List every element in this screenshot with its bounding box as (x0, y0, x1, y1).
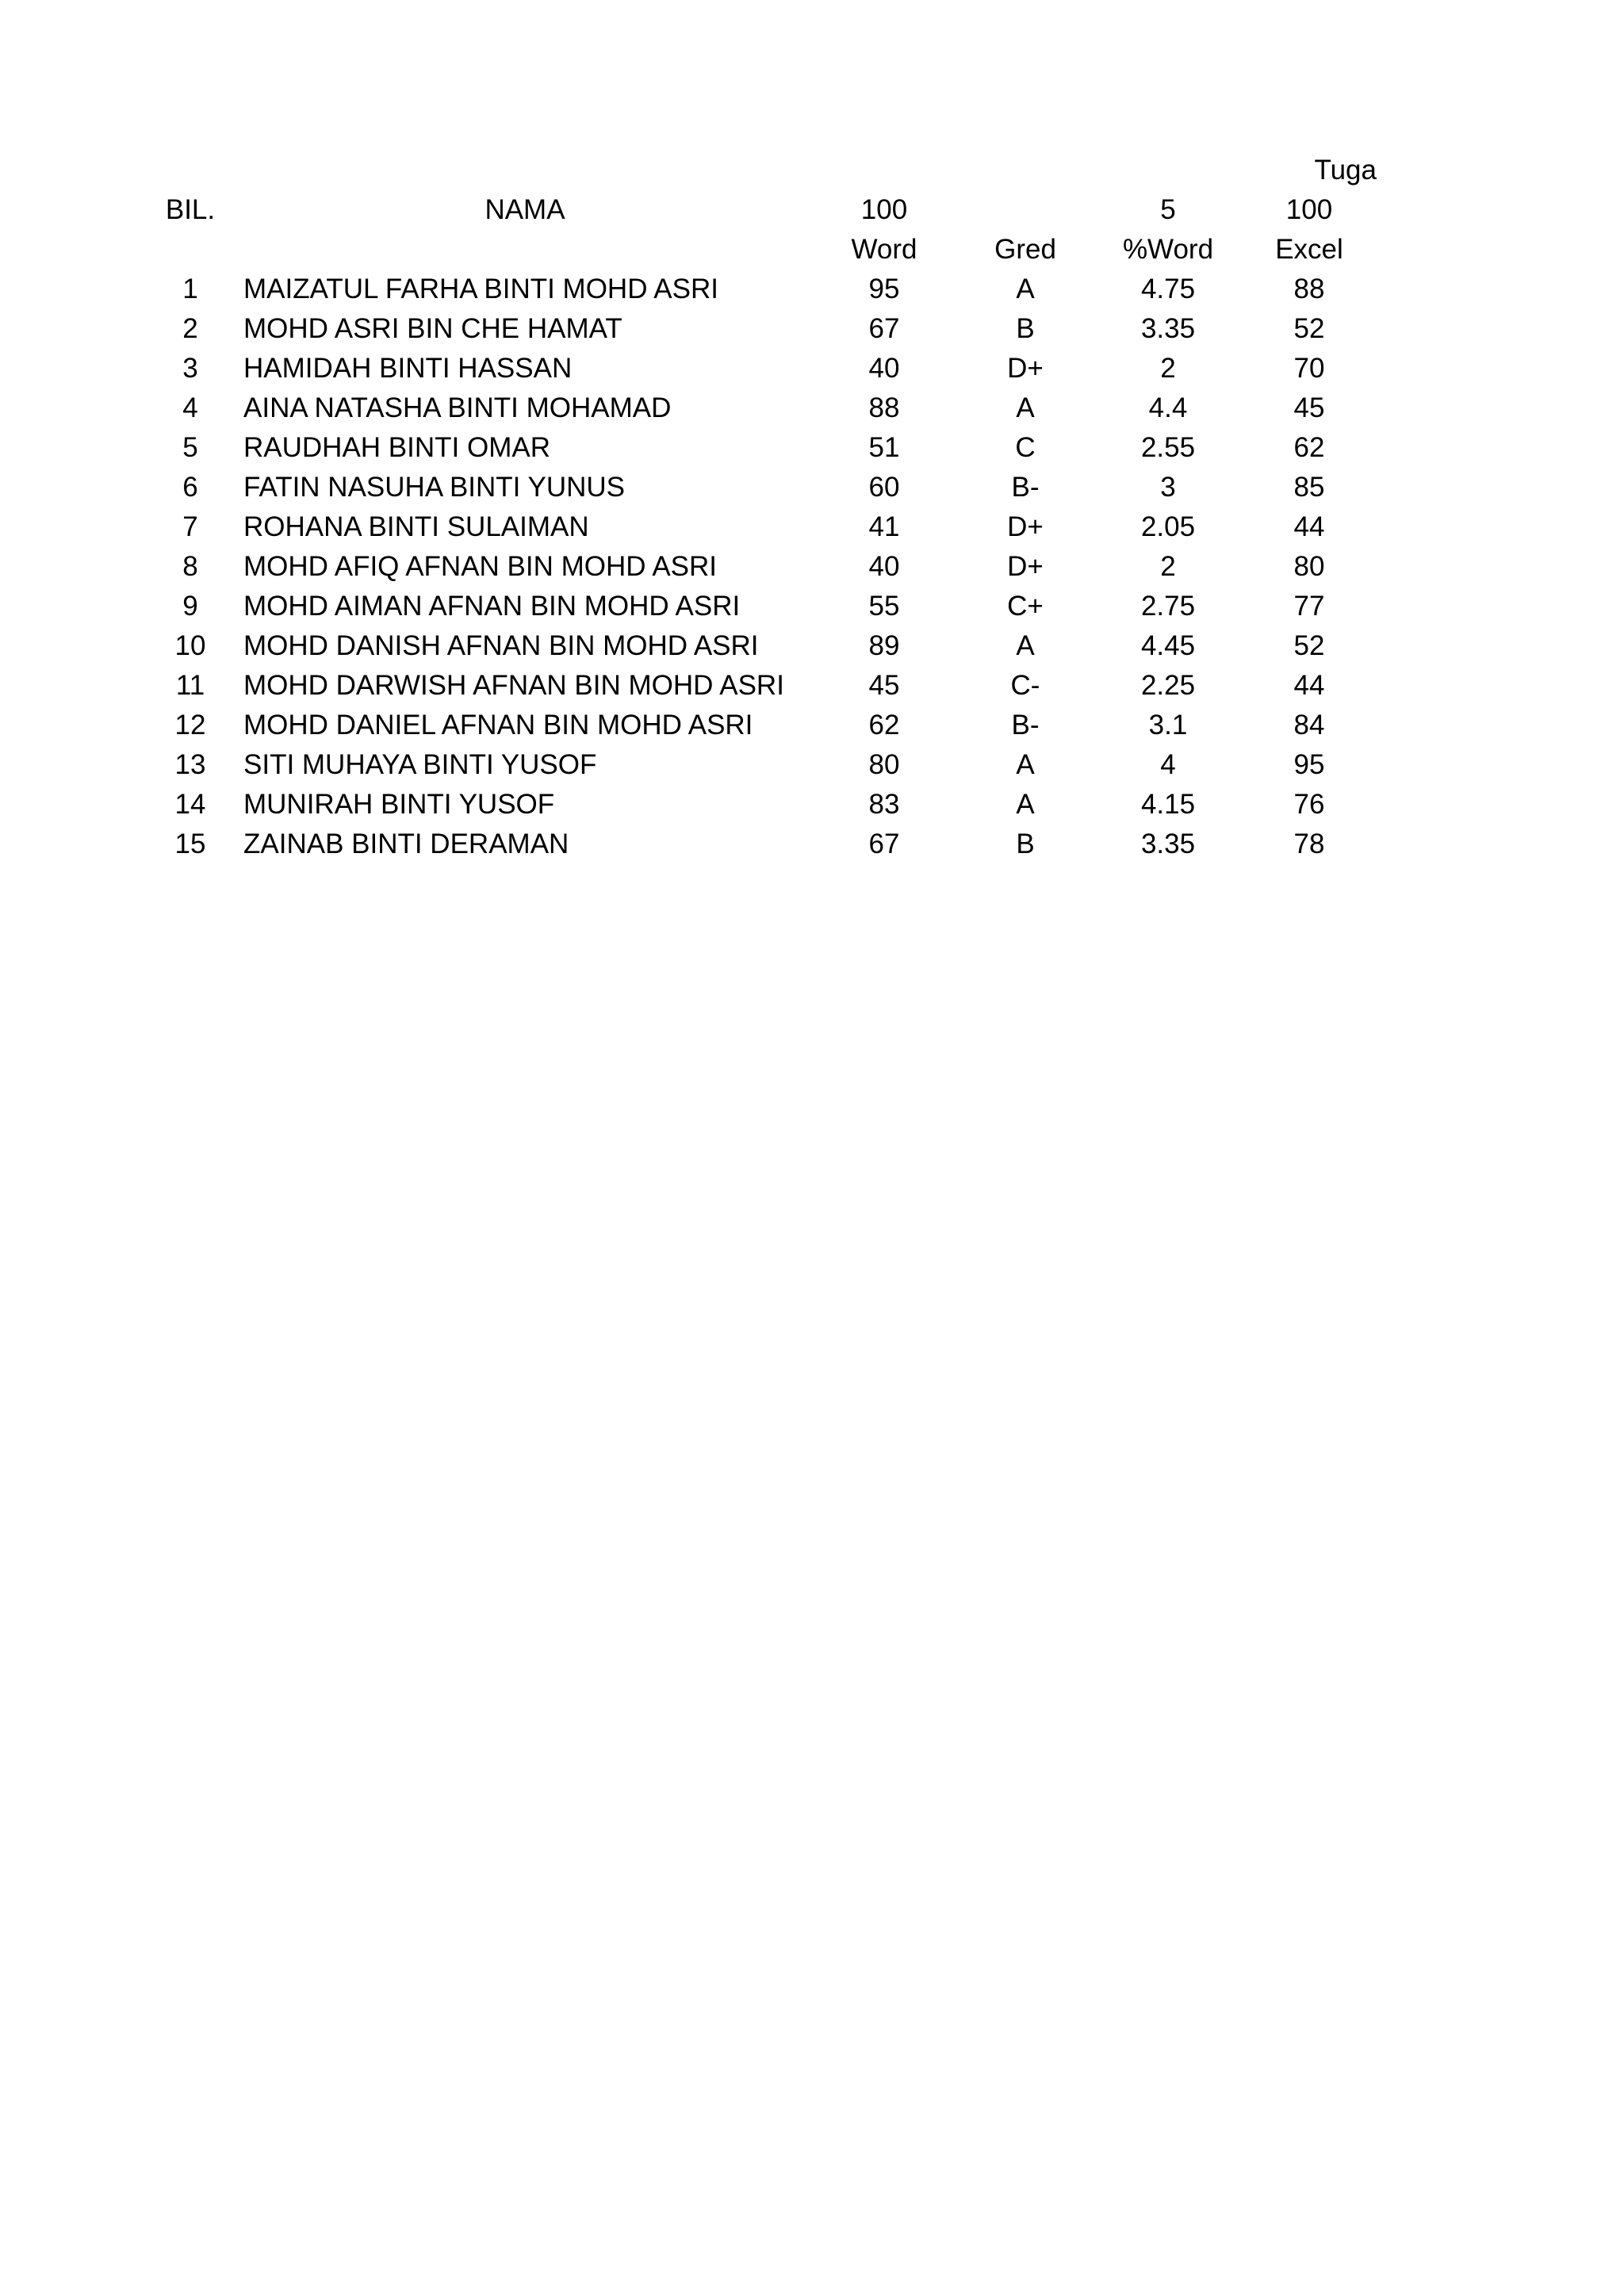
cell-nama: MOHD AIMAN AFNAN BIN MOHD ASRI (243, 591, 741, 622)
cell-word: 40 (868, 551, 900, 582)
header-nama: NAMA (485, 194, 565, 225)
cell-nama: MOHD ASRI BIN CHE HAMAT (243, 313, 622, 344)
cell-nama: MUNIRAH BINTI YUSOF (243, 789, 555, 820)
cell-nama: SITI MUHAYA BINTI YUSOF (243, 749, 597, 780)
cell-excel: 78 (1293, 828, 1325, 859)
cell-word: 67 (868, 828, 900, 859)
cell-gred: D+ (1007, 511, 1044, 542)
header-bil: BIL. (165, 194, 216, 225)
cell-pword: 4.45 (1140, 630, 1196, 661)
cell-word: 60 (868, 472, 900, 503)
cell-excel: 44 (1293, 670, 1325, 701)
cell-word: 41 (868, 511, 900, 542)
cell-nama: MAIZATUL FARHA BINTI MOHD ASRI (243, 274, 718, 304)
cell-pword: 3.35 (1140, 313, 1196, 344)
header-pword-max: 5 (1160, 194, 1176, 225)
cell-gred: C+ (1007, 591, 1044, 622)
cell-pword: 2.25 (1140, 670, 1196, 701)
header-word: Word (851, 234, 917, 265)
cell-excel: 77 (1293, 591, 1325, 622)
cell-nama: MOHD AFIQ AFNAN BIN MOHD ASRI (243, 551, 718, 582)
cell-excel: 70 (1293, 353, 1325, 384)
cell-word: 40 (868, 353, 900, 384)
cell-word: 95 (868, 274, 900, 304)
cell-gred: D+ (1007, 353, 1044, 384)
cell-bil: 6 (182, 472, 198, 503)
cell-gred: A (1016, 789, 1035, 820)
cell-gred: A (1016, 630, 1035, 661)
cell-excel: 62 (1293, 432, 1325, 463)
cell-excel: 52 (1293, 313, 1325, 344)
header-excel: Excel (1275, 234, 1343, 265)
cell-word: 62 (868, 710, 900, 740)
cell-pword: 3.1 (1148, 710, 1188, 740)
cell-word: 83 (868, 789, 900, 820)
header-group-label (1289, 151, 1377, 190)
cell-bil: 11 (175, 670, 205, 701)
cell-bil: 15 (174, 828, 206, 859)
cell-bil: 2 (182, 313, 198, 344)
cell-pword: 2.55 (1140, 432, 1196, 463)
cell-excel: 95 (1293, 749, 1325, 780)
header-group-label-text: Tuga (1314, 155, 1377, 186)
cell-excel: 88 (1293, 274, 1325, 304)
cell-nama: MOHD DANIEL AFNAN BIN MOHD ASRI (243, 710, 753, 740)
cell-word: 88 (868, 392, 900, 423)
cell-nama: MOHD DARWISH AFNAN BIN MOHD ASRI (243, 670, 784, 701)
cell-bil: 10 (174, 630, 206, 661)
cell-bil: 3 (182, 353, 198, 384)
cell-excel: 52 (1293, 630, 1325, 661)
cell-gred: B (1016, 828, 1035, 859)
cell-gred: C- (1010, 670, 1040, 701)
cell-excel: 76 (1293, 789, 1325, 820)
header-gred: Gred (994, 234, 1056, 265)
cell-gred: A (1016, 749, 1035, 780)
cell-word: 80 (868, 749, 900, 780)
cell-pword: 3 (1160, 472, 1176, 503)
cell-gred: B- (1011, 710, 1040, 740)
cell-bil: 5 (182, 432, 198, 463)
cell-gred: B (1016, 313, 1035, 344)
cell-bil: 8 (182, 551, 198, 582)
cell-excel: 85 (1293, 472, 1325, 503)
cell-pword: 2 (1160, 353, 1176, 384)
cell-excel: 45 (1293, 392, 1325, 423)
cell-pword: 4 (1160, 749, 1176, 780)
cell-pword: 2.75 (1140, 591, 1196, 622)
cell-word: 55 (868, 591, 900, 622)
cell-pword: 2.05 (1140, 511, 1196, 542)
cell-word: 45 (868, 670, 900, 701)
cell-nama: MOHD DANISH AFNAN BIN MOHD ASRI (243, 630, 759, 661)
cell-nama: RAUDHAH BINTI OMAR (243, 432, 550, 463)
cell-pword: 4.75 (1140, 274, 1196, 304)
cell-bil: 7 (182, 511, 198, 542)
cell-pword: 4.4 (1148, 392, 1188, 423)
cell-gred: A (1016, 274, 1035, 304)
cell-nama: ZAINAB BINTI DERAMAN (243, 828, 569, 859)
cell-excel: 44 (1293, 511, 1325, 542)
cell-bil: 1 (182, 274, 198, 304)
cell-bil: 14 (174, 789, 206, 820)
cell-bil: 12 (174, 710, 206, 740)
cell-word: 67 (868, 313, 900, 344)
cell-word: 89 (868, 630, 900, 661)
cell-pword: 3.35 (1140, 828, 1196, 859)
cell-gred: D+ (1007, 551, 1044, 582)
cell-bil: 13 (174, 749, 206, 780)
cell-gred: B- (1011, 472, 1040, 503)
cell-bil: 4 (182, 392, 198, 423)
cell-nama: AINA NATASHA BINTI MOHAMAD (243, 392, 672, 423)
cell-nama: ROHANA BINTI SULAIMAN (243, 511, 589, 542)
cell-pword: 4.15 (1140, 789, 1196, 820)
cell-excel: 84 (1293, 710, 1325, 740)
cell-gred: A (1016, 392, 1035, 423)
header-excel-max: 100 (1285, 194, 1333, 225)
cell-nama: FATIN NASUHA BINTI YUNUS (243, 472, 626, 503)
cell-gred: C (1015, 432, 1036, 463)
cell-excel: 80 (1293, 551, 1325, 582)
header-pword: %Word (1122, 234, 1214, 265)
cell-nama: HAMIDAH BINTI HASSAN (243, 353, 573, 384)
cell-pword: 2 (1160, 551, 1176, 582)
header-word-max: 100 (860, 194, 908, 225)
cell-bil: 9 (182, 591, 198, 622)
cell-word: 51 (868, 432, 900, 463)
